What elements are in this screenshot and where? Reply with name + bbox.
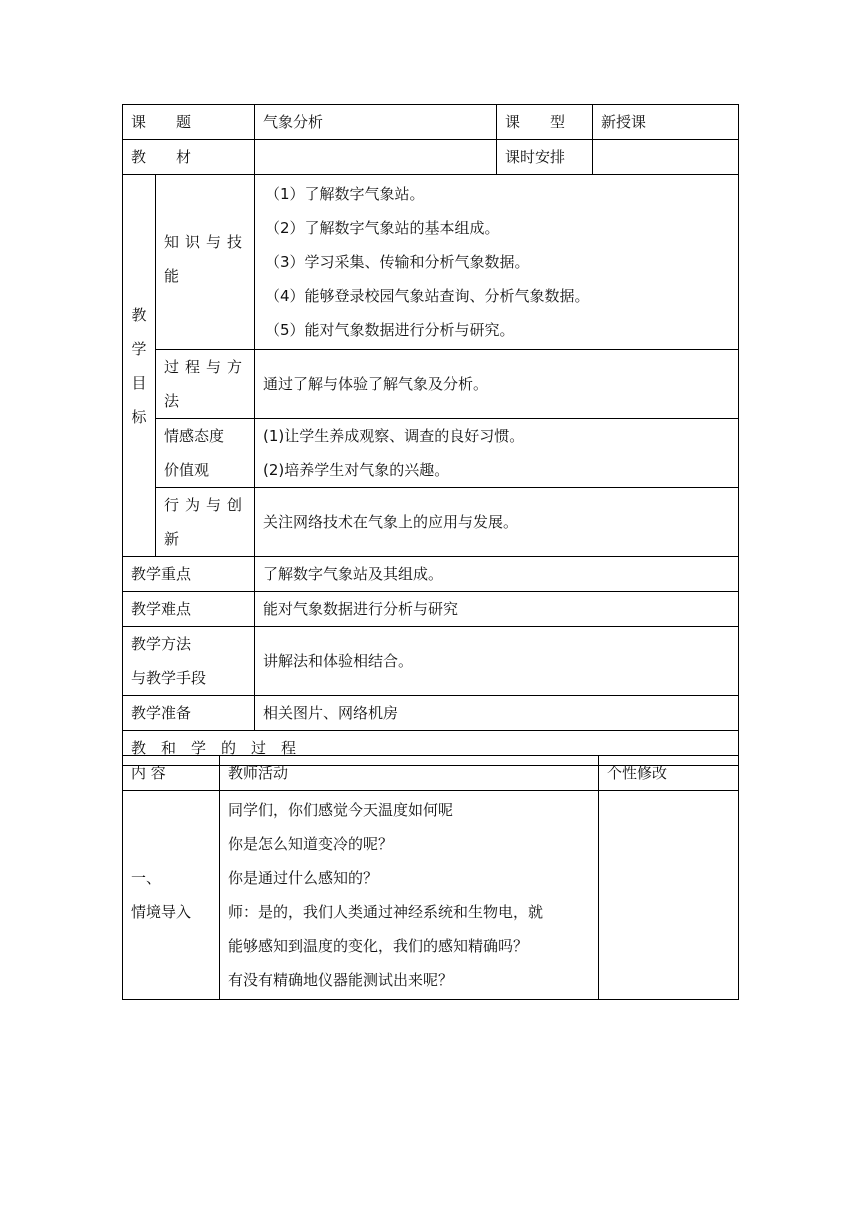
knowledge-item: （3）学习采集、传输和分析气象数据。: [265, 253, 530, 271]
hours-value: [593, 140, 739, 175]
activity-line: 有没有精确地仪器能测试出来呢？: [228, 971, 454, 989]
objectives-label-char: 目: [131, 373, 147, 392]
process-method-value: 通过了解与体验了解气象及分析。: [255, 350, 739, 419]
activity-line: 同学们，你们感觉今天温度如何呢: [228, 801, 454, 819]
knowledge-label-line: 能: [164, 267, 180, 285]
methods-label-line: 与教学手段: [131, 669, 207, 687]
knowledge-label-line: 知识与技: [164, 233, 249, 251]
methods-label: [123, 627, 255, 696]
knowledge-item: （4）能够登录校园气象站查询、分析气象数据。: [265, 287, 590, 305]
knowledge-label: [156, 175, 255, 350]
lesson-info-table: [122, 104, 739, 766]
process-method-label-line: 法: [164, 392, 180, 410]
knowledge-items: [255, 175, 739, 350]
emotion-item: (2)培养学生对气象的兴趣。: [263, 461, 450, 479]
content-header: 内 容: [123, 756, 220, 791]
difficulties-row: [123, 592, 739, 627]
preparation-row: [123, 696, 739, 731]
behavior-label: [156, 488, 255, 557]
content-cell: [123, 791, 220, 1000]
activity-line: 你是通过什么感知的？: [228, 869, 379, 887]
process-row: [123, 791, 739, 1000]
process-header-row: [123, 756, 739, 791]
emotion-label-line: 情感态度: [164, 427, 225, 445]
behavior-label-line: 新: [164, 530, 180, 548]
material-value: [255, 140, 497, 175]
type-label: 课 型: [497, 105, 593, 140]
teaching-process-table: [122, 755, 739, 1000]
objectives-label-char: 教: [131, 305, 147, 324]
content-line: 情境导入: [131, 903, 192, 921]
process-method-label-line: 过程与方: [164, 358, 249, 376]
behavior-row: [123, 488, 739, 557]
behavior-value: 关注网络技术在气象上的应用与发展。: [255, 488, 739, 557]
knowledge-item: （1）了解数字气象站。: [265, 185, 425, 203]
process-method-label: [156, 350, 255, 419]
emotion-row: [123, 419, 739, 488]
key-points-value: 了解数字气象站及其组成。: [255, 557, 739, 592]
hours-label: 课时安排: [497, 140, 593, 175]
teacher-activity-header: 教师活动: [220, 756, 599, 791]
key-points-row: [123, 557, 739, 592]
difficulties-value: 能对气象数据进行分析与研究: [255, 592, 739, 627]
activity-line: 能够感知到温度的变化，我们的感知精确吗？: [228, 937, 529, 955]
knowledge-row: [123, 175, 739, 350]
activity-line: 你是怎么知道变冷的呢？: [228, 835, 394, 853]
activity-line: 师：是的，我们人类通过神经系统和生物电，就: [228, 903, 544, 921]
key-points-label: 教学重点: [123, 557, 255, 592]
objectives-label-char: 标: [131, 407, 147, 426]
preparation-value: 相关图片、网络机房: [255, 696, 739, 731]
teacher-activity-cell: [220, 791, 599, 1000]
type-value: 新授课: [593, 105, 739, 140]
difficulties-label: 教学难点: [123, 592, 255, 627]
knowledge-item: （5）能对气象数据进行分析与研究。: [265, 321, 515, 339]
revision-cell: [599, 791, 739, 1000]
emotion-label: [156, 419, 255, 488]
revision-header: 个性修改: [599, 756, 739, 791]
subject-row: [123, 105, 739, 140]
preparation-label: 教学准备: [123, 696, 255, 731]
objectives-label-char: 学: [131, 339, 147, 358]
emotion-item: (1)让学生养成观察、调查的良好习惯。: [263, 427, 525, 445]
emotion-label-line: 价值观: [164, 461, 210, 479]
material-label: 教 材: [123, 140, 255, 175]
emotion-items: [255, 419, 739, 488]
objectives-label: [123, 175, 156, 557]
behavior-label-line: 行为与创: [164, 496, 249, 514]
knowledge-item: （2）了解数字气象站的基本组成。: [265, 219, 500, 237]
subject-label: 课 题: [123, 105, 255, 140]
subject-value: 气象分析: [255, 105, 497, 140]
process-title: 教 和 学 的 过 程: [123, 731, 739, 766]
content-line: 一、: [131, 869, 162, 887]
methods-value: 讲解法和体验相结合。: [255, 627, 739, 696]
process-method-row: [123, 350, 739, 419]
methods-label-line: 教学方法: [131, 635, 192, 653]
methods-row: [123, 627, 739, 696]
material-row: [123, 140, 739, 175]
